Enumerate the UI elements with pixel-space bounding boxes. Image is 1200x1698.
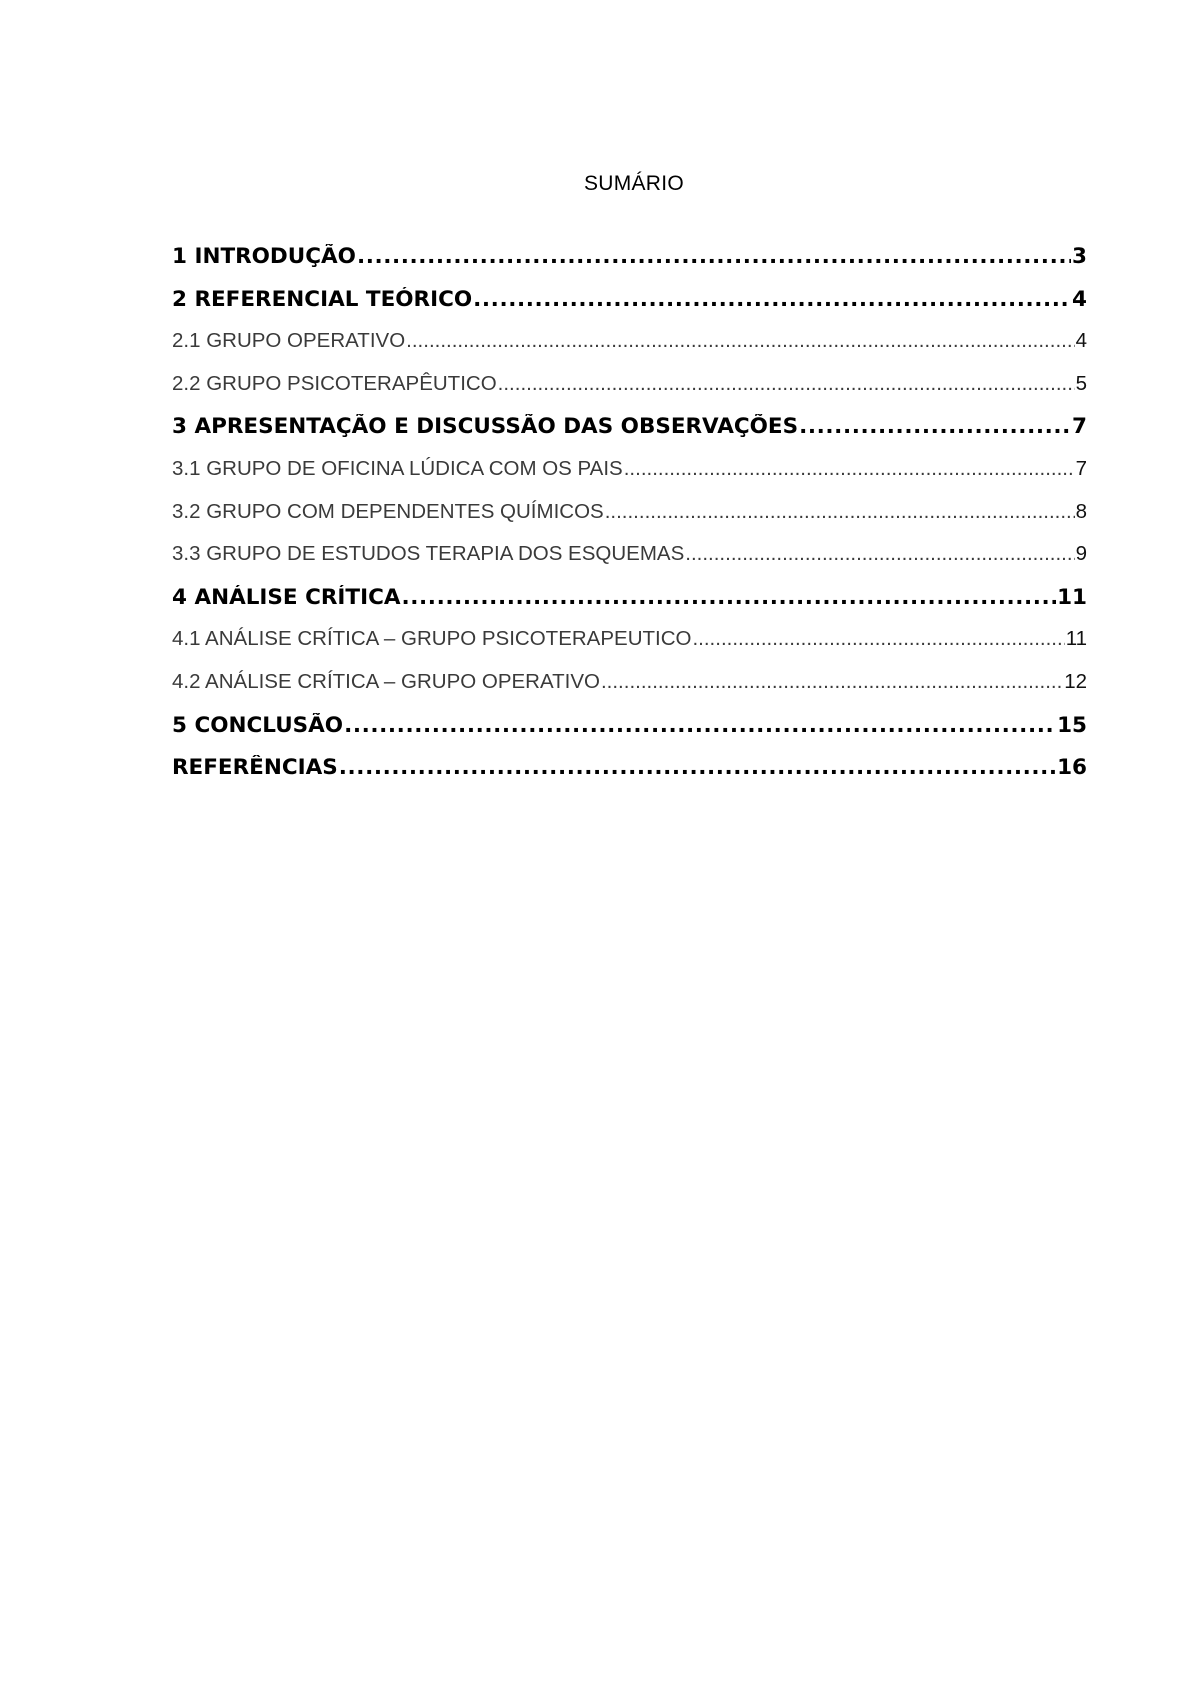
toc-entry-analise-critica[interactable] <box>172 585 1087 628</box>
toc-entry-page-number: 12 <box>1064 669 1087 693</box>
toc-title: SUMÁRIO <box>583 172 685 195</box>
toc-entry-label: 4.1 ANÁLISE CRÍTICA – GRUPO PSICOTERAPEUTICO <box>172 627 692 651</box>
toc-entry-page-number: 11 <box>1057 584 1087 610</box>
toc-entry-dependentes-quimicos[interactable] <box>172 500 1087 543</box>
toc-entry-page-number: 3 <box>1072 244 1087 269</box>
toc-entry-label: 4 ANÁLISE CRÍTICA <box>172 584 401 610</box>
toc-entry-page-number: 7 <box>1075 456 1087 480</box>
dot-leader <box>685 542 1074 566</box>
toc-entry-oficina-ludica[interactable] <box>172 457 1087 500</box>
dot-leader <box>624 457 1075 481</box>
toc-entry-page-number: 5 <box>1075 371 1087 395</box>
toc-entry-page-number: 15 <box>1057 712 1087 738</box>
dot-leader <box>605 500 1075 524</box>
toc-entry-label: 3.3 GRUPO DE ESTUDOS TERAPIA DOS ESQUEMAS <box>172 542 685 566</box>
toc-entry-page-number: 8 <box>1075 499 1087 523</box>
toc-entry-conclusao[interactable] <box>172 713 1087 756</box>
dot-leader <box>799 414 1071 439</box>
toc-entry-apresentacao-discussao[interactable] <box>172 414 1087 457</box>
toc-entry-referencias[interactable] <box>172 755 1087 798</box>
toc-entry-analise-operativo[interactable] <box>172 670 1087 713</box>
toc-entry-label: 2.1 GRUPO OPERATIVO <box>172 329 406 353</box>
toc-entry-page-number: 11 <box>1065 627 1087 651</box>
dot-leader <box>473 287 1071 312</box>
toc-entry-analise-psicoterapeutico[interactable] <box>172 627 1087 670</box>
toc-entry-label: 3 APRESENTAÇÃO E DISCUSSÃO DAS OBSERVAÇÕES <box>172 414 799 440</box>
toc-entry-label: 3.1 GRUPO DE OFICINA LÚDICA COM OS PAIS <box>172 456 623 480</box>
toc-entry-page-number: 4 <box>1075 329 1087 353</box>
dot-leader <box>498 372 1075 396</box>
dot-leader <box>357 244 1071 269</box>
toc-entry-page-number: 9 <box>1075 542 1087 566</box>
toc-entry-referencial-teorico[interactable] <box>172 287 1087 330</box>
toc-entry-label: 3.2 GRUPO COM DEPENDENTES QUÍMICOS <box>172 499 604 523</box>
toc-entry-label: 2.2 GRUPO PSICOTERAPÊUTICO <box>172 371 497 395</box>
toc-entry-label: 4.2 ANÁLISE CRÍTICA – GRUPO OPERATIVO <box>172 669 600 693</box>
toc-entry-label: 5 CONCLUSÃO <box>172 712 344 738</box>
toc-entry-label: 1 INTRODUÇÃO <box>172 244 356 269</box>
dot-leader <box>344 713 1056 738</box>
toc-entry-page-number: 16 <box>1057 755 1087 781</box>
toc-entry-introducao[interactable] <box>172 244 1087 287</box>
toc-entry-page-number: 4 <box>1072 286 1087 312</box>
toc-entry-label: 2 REFERENCIAL TEÓRICO <box>172 286 473 312</box>
toc-entry-page-number: 7 <box>1072 414 1087 440</box>
table-of-contents <box>172 244 1087 798</box>
dot-leader <box>339 755 1056 780</box>
dot-leader <box>402 585 1057 610</box>
toc-entry-grupo-operativo[interactable] <box>172 329 1087 372</box>
dot-leader <box>406 329 1074 353</box>
dot-leader <box>601 670 1063 694</box>
dot-leader <box>692 627 1064 651</box>
toc-entry-grupo-psicoterapeutico[interactable] <box>172 372 1087 415</box>
toc-entry-label: REFERÊNCIAS <box>172 755 338 781</box>
toc-entry-terapia-dos-esquemas[interactable] <box>172 542 1087 585</box>
